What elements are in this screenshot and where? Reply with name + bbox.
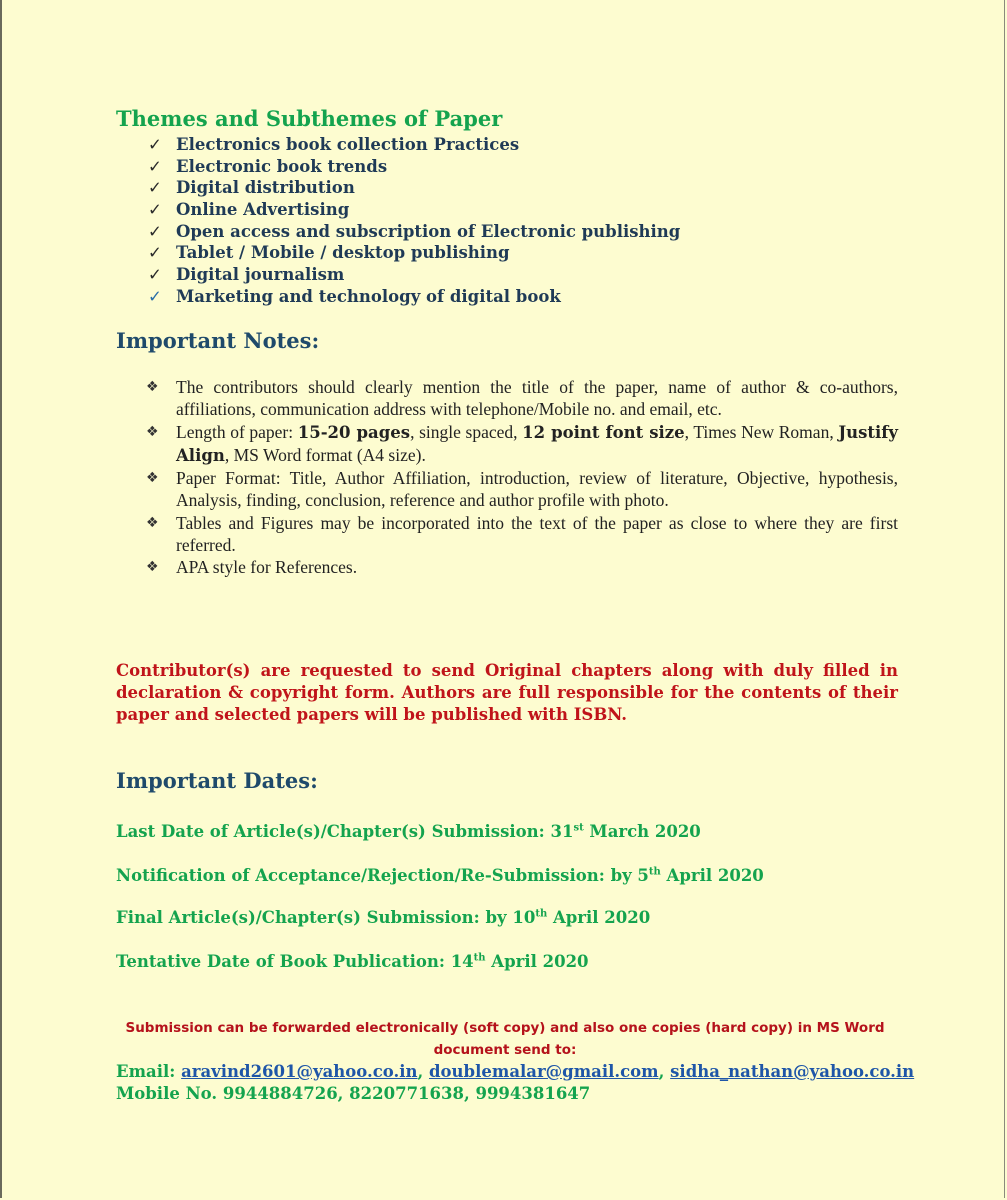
list-item: ✓ Online Advertising [148,200,350,220]
diamond-bullet-icon: ❖ [146,423,159,440]
list-item: ✓ Electronic book trends [148,156,388,176]
notes-list [146,376,898,579]
checkmark-icon: ✓ [148,200,162,220]
note-item: ❖ APA style for References. [146,557,358,578]
mobile-line: Mobile No. 9944884726, 8220771638, 9994381647 [116,1084,591,1103]
note-item: ❖ The contributors should clearly mention the title of the paper, name of author & co-authors, affiliations, communication address with telephone/Mobile no. and email, etc. [146,377,898,420]
list-item: ✓ Electronics book collection Practices [148,135,520,154]
date-last-submission: Last Date of Article(s)/Chapter(s) Submission: 31st March 2020 [116,822,701,841]
dates-heading: Important Dates: [116,768,318,793]
themes-list [148,134,680,308]
note-item: ❖ Tables and Figures may be incorporated into the text of the paper as close to where they are first referred. [146,512,898,556]
list-item: ✓ Digital distribution [148,178,355,198]
date-notification: Notification of Acceptance/Rejection/Re-Submission: by 5th April 2020 [116,866,764,885]
list-item: ✓ Marketing and technology of digital book [148,286,561,306]
checkmark-icon: ✓ [148,178,162,198]
checkmark-icon: ✓ [148,135,162,154]
date-final-submission: Final Article(s)/Chapter(s) Submission: by 10th April 2020 [116,908,651,927]
diamond-bullet-icon: ❖ [146,514,159,531]
checkmark-icon: ✓ [148,221,162,241]
diamond-bullet-icon: ❖ [146,470,159,487]
themes-heading: Themes and Subthemes of Paper [116,106,503,131]
email-link-3[interactable]: sidha_nathan@yahoo.co.in [670,1062,915,1081]
email-link-2[interactable]: doublemalar@gmail.com [429,1062,659,1081]
email-label: Email: [116,1062,182,1081]
checkmark-icon: ✓ [148,243,162,263]
note-item: ❖ Length of paper: 15-20 pages, single spaced, 12 point font size, Times New Roman, Justify Align, MS Word format (A4 size). [146,421,898,465]
diamond-bullet-icon: ❖ [146,559,159,576]
notes-heading: Important Notes: [116,328,320,353]
checkmark-icon: ✓ [148,265,162,285]
list-item: ✓ Digital journalism [148,265,345,285]
contributor-note: Contributor(s) are requested to send Original chapters along with duly filled in declaration & copyright form. Authors are full responsible for the contents of their paper and selected papers will be published with ISBN. [116,661,898,724]
diamond-bullet-icon: ❖ [146,379,159,395]
note-item: ❖ Paper Format: Title, Author Affiliation, introduction, review of literature, Objective, hypothesis, Analysis, finding, conclusion, reference and author profile with photo. [146,468,898,511]
submission-note: Submission can be forwarded electronically (soft copy) and also one copies (hard copy) in MS Word document send to: [125,1020,885,1058]
list-item: ✓ Tablet / Mobile / desktop publishing [148,243,510,263]
checkmark-icon: ✓ [148,286,162,306]
list-item: ✓ Open access and subscription of Electronic publishing [148,221,681,241]
email-line: Email: aravind2601@yahoo.co.in, doublemalar@gmail.com, sidha_nathan@yahoo.co.in [116,1062,915,1081]
email-link-1[interactable]: aravind2601@yahoo.co.in [181,1062,418,1081]
date-publication: Tentative Date of Book Publication: 14th April 2020 [116,952,589,971]
checkmark-icon: ✓ [148,156,162,176]
